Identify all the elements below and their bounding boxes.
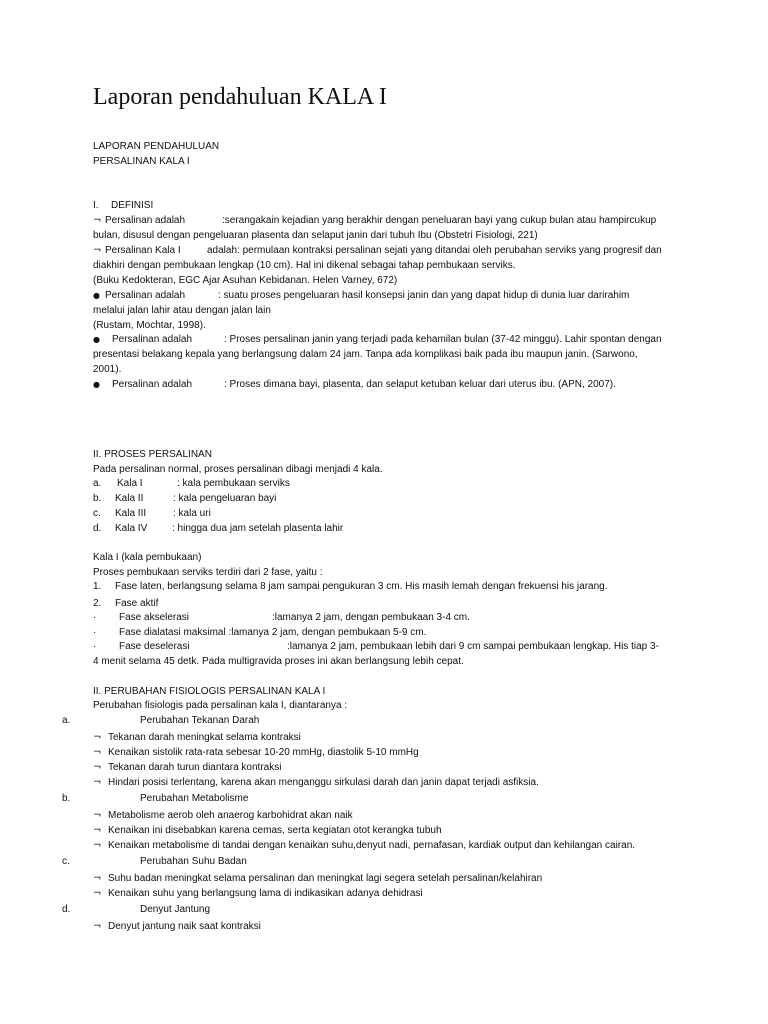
definisi-heading: DEFINISI [111, 200, 154, 211]
definisi-5-text: : Proses dimana bayi, plasenta, dan selaput ketuban keluar dari uterus ibu. (APN, 2007). [224, 379, 616, 390]
perubahan-intro: Perubahan fisiologis pada persalinan kala I, diantaranya : [93, 700, 348, 711]
kala1-intro: Proses pembukaan serviks terdiri dari 2 fase, yaitu : [93, 567, 323, 578]
bullet-icon: ● [93, 291, 100, 300]
arrow-bullet-icon: ¬ [93, 810, 102, 821]
definisi-2-cont-2: (Buku Kedokteran, EGC Ajar Asuhan Kebidanan. Helen Varney, 672) [93, 275, 398, 286]
definisi-1-term: Persalinan adalah [105, 215, 186, 226]
list-item: Kenaikan ini disebabkan karena cemas, serta kegiatan otot kerangka tubuh [108, 825, 442, 836]
definisi-3-term: Persalinan adalah [105, 290, 186, 301]
section-title: Denyut Jantung [140, 904, 211, 915]
arrow-bullet-icon: ¬ [93, 732, 102, 743]
definisi-heading-number: I. [93, 200, 99, 211]
kala-name: Kala III [115, 508, 147, 519]
kala-desc: : kala pembukaan serviks [177, 478, 290, 489]
section-title: Perubahan Tekanan Darah [140, 715, 260, 726]
arrow-bullet-icon: ¬ [93, 777, 102, 788]
definisi-2-text: adalah: permulaan kontraksi persalinan sejati yang ditandai oleh perubahan serviks yang progresif dan [207, 245, 662, 256]
sub-bullet-icon: · [93, 641, 97, 652]
sub-1-term: Fase akselerasi [119, 612, 190, 623]
kala-letter: b. [93, 493, 102, 504]
list-item: Tekanan darah turun diantara kontraksi [108, 762, 282, 773]
arrow-bullet-icon: ¬ [93, 921, 102, 932]
kala-name: Kala IV [115, 523, 148, 534]
kala-name: Kala I [117, 478, 143, 489]
document-title: Laporan pendahuluan KALA I [93, 84, 387, 110]
section-letter: a. [62, 715, 71, 726]
proses-heading: II. PROSES PERSALINAN [93, 449, 212, 460]
arrow-bullet-icon: ¬ [93, 762, 102, 773]
fase-2-text: Fase aktif [115, 598, 159, 609]
arrow-bullet-icon: ¬ [93, 825, 102, 836]
definisi-3-cont-2: (Rustam, Mochtar, 1998). [93, 320, 206, 331]
arrow-bullet-icon: ¬ [93, 873, 102, 884]
sub-2-text: Fase dialatasi maksimal :lamanya 2 jam, dengan pembukaan 5-9 cm. [119, 627, 427, 638]
kala-desc: : hingga dua jam setelah plasenta lahir [172, 523, 344, 534]
list-item: Kenaikan suhu yang berlangsung lama di indikasikan adanya dehidrasi [108, 888, 423, 899]
sub-3-term: Fase deselerasi [119, 641, 190, 652]
kala-desc: : kala uri [173, 508, 211, 519]
arrow-bullet-icon: ¬ [93, 747, 102, 758]
section-letter: b. [62, 793, 71, 804]
list-item: Kenaikan sistolik rata-rata sebesar 10-20 mmHg, diastolik 5-10 mmHg [108, 747, 419, 758]
arrow-bullet-icon: ¬ [93, 840, 102, 851]
header-line-2: PERSALINAN KALA I [93, 156, 190, 167]
arrow-bullet-icon: ¬ [93, 215, 102, 226]
definisi-3-cont-1: melalui jalan lahir atau dengan jalan lain [93, 305, 271, 316]
list-item: Tekanan darah meningkat selama kontraksi [108, 732, 301, 743]
definisi-2-cont-1: diakhiri dengan pembukaan lengkap (10 cm). Hal ini dikenal sebagai tahap pembukaan serviks. [93, 260, 516, 271]
sub-3-cont: 4 menit selama 45 detk. Pada multigravida proses ini akan berlangsung lebih cepat. [93, 656, 464, 667]
header-line-1: LAPORAN PENDAHULUAN [93, 141, 220, 152]
kala-name: Kala II [115, 493, 144, 504]
proses-intro: Pada persalinan normal, proses persalinan dibagi menjadi 4 kala. [93, 464, 383, 475]
fase-1-number: 1. [93, 581, 102, 592]
perubahan-heading: II. PERUBAHAN FISIOLOGIS PERSALINAN KALA I [93, 686, 326, 697]
arrow-bullet-icon: ¬ [93, 888, 102, 899]
definisi-1-cont: bulan, disusul dengan pengeluaran plasenta dan selaput janin dari tubuh Ibu (Obstetri Fisiologi, 221) [93, 230, 538, 241]
sub-1-desc: :lamanya 2 jam, dengan pembukaan 3-4 cm. [272, 612, 470, 623]
definisi-5-term: Persalinan adalah [112, 379, 193, 390]
definisi-4-cont-2: 2001). [93, 364, 122, 375]
sub-bullet-icon: · [93, 627, 97, 638]
arrow-bullet-icon: ¬ [93, 245, 102, 256]
list-item: Kenaikan metabolisme di tandai dengan kenaikan suhu,denyut nadi, pernafasan, kardiak output dan kehilangan cairan. [108, 840, 636, 851]
definisi-4-text: : Proses persalinan janin yang terjadi pada kehamilan bulan (37-42 minggu). Lahir spontan dengan [224, 334, 662, 345]
section-letter: d. [62, 904, 71, 915]
definisi-1-text: :serangakain kejadian yang berakhir dengan peneluaran bayi yang cukup bulan atau hampircukup [222, 215, 657, 226]
section-letter: c. [62, 856, 70, 867]
list-item: Hindari posisi terlentang, karena akan menganggu sirkulasi darah dan janin dapat terjadi asfiksia. [108, 777, 539, 788]
fase-1-text: Fase laten, berlangsung selama 8 jam sampai pengukuran 3 cm. His masih lemah dengan frekuensi his jarang. [115, 581, 608, 592]
bullet-icon: ● [93, 335, 100, 344]
kala-letter: d. [93, 523, 102, 534]
section-title: Perubahan Suhu Badan [140, 856, 247, 867]
kala1-title: Kala I (kala pembukaan) [93, 552, 202, 563]
sub-3-desc: :lamanya 2 jam, pembukaan lebih dari 9 cm sampai pembukaan lengkap. His tiap 3- [287, 641, 659, 652]
kala-letter: a. [93, 478, 102, 489]
definisi-2-term: Persalinan Kala I [105, 245, 181, 256]
fase-2-number: 2. [93, 598, 102, 609]
definisi-3-text: : suatu proses pengeluaran hasil konsepsi janin dan yang dapat hidup di dunia luar darirahim [218, 290, 630, 301]
sub-bullet-icon: · [93, 612, 97, 623]
definisi-4-cont-1: presentasi belakang kepala yang berlangsung dalam 24 jam. Tanpa ada komplikasi baik pada ibu maupun janin. (Sarwono, [93, 349, 638, 360]
kala-desc: : kala pengeluaran bayi [173, 493, 277, 504]
list-item: Suhu badan meningkat selama persalinan dan meningkat lagi segera setelah persalinan/kelahiran [108, 873, 543, 884]
list-item: Denyut jantung naik saat kontraksi [108, 921, 261, 932]
list-item: Metabolisme aerob oleh anaerog karbohidrat akan naik [108, 810, 353, 821]
section-title: Perubahan Metabolisme [140, 793, 249, 804]
definisi-4-term: Persalinan adalah [112, 334, 193, 345]
bullet-icon: ● [93, 380, 100, 389]
kala-letter: c. [93, 508, 101, 519]
